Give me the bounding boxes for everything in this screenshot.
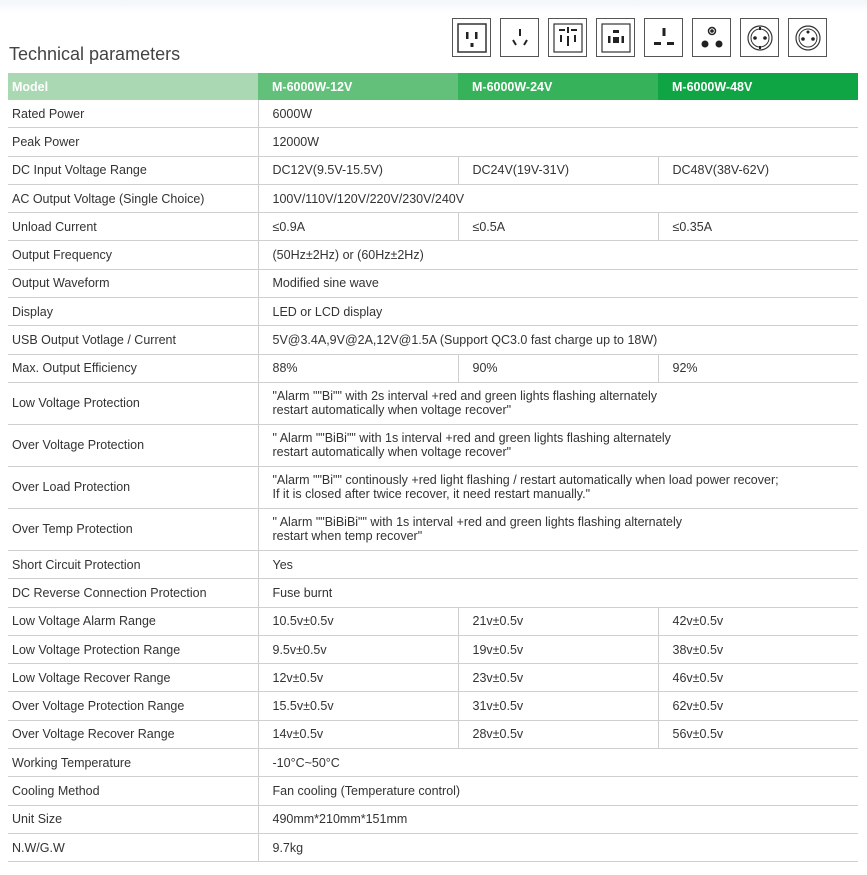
table-row xyxy=(8,777,858,805)
row-value: DC24V(19V-31V) xyxy=(458,156,658,184)
row-value-line: Fuse burnt xyxy=(272,585,333,600)
row-value: 10.5v±0.5v xyxy=(258,607,458,635)
australia-socket-icon xyxy=(500,18,539,57)
schuko-socket-icon xyxy=(740,18,779,57)
row-value-line: "Alarm ""Bi"" with 2s interval +red and green lights flashing alternately xyxy=(272,389,658,404)
row-value: 12v±0.5v xyxy=(258,664,458,692)
table-row xyxy=(8,424,858,466)
row-value: 23v±0.5v xyxy=(458,664,658,692)
uk-socket-icon xyxy=(644,18,683,57)
row-label: Over Voltage Protection Range xyxy=(8,692,258,720)
table-body xyxy=(8,100,858,862)
header-24v: M-6000W-24V xyxy=(458,73,658,100)
us-socket-icon xyxy=(452,18,491,57)
row-value-line: LED or LCD display xyxy=(272,304,383,319)
table-row xyxy=(8,298,858,326)
table-row xyxy=(8,550,858,578)
row-value xyxy=(258,833,858,861)
page-title: Technical parameters xyxy=(9,44,181,64)
row-value: DC48V(38V-62V) xyxy=(658,156,858,184)
row-label: Unit Size xyxy=(8,805,258,833)
row-value-line: 490mm*210mm*151mm xyxy=(272,812,408,827)
row-label: Low Voltage Protection Range xyxy=(8,635,258,663)
header-48v: M-6000W-48V xyxy=(658,73,858,100)
row-value-line: " Alarm ""BiBiBi"" with 1s interval +red and green lights flashing alternately xyxy=(272,515,683,530)
row-value: 38v±0.5v xyxy=(658,635,858,663)
row-label: Rated Power xyxy=(8,100,258,128)
row-value xyxy=(258,100,858,128)
row-value: 88% xyxy=(258,354,458,382)
row-label: Over Voltage Protection xyxy=(8,424,258,466)
row-label: Max. Output Efficiency xyxy=(8,354,258,382)
row-label: USB Output Votlage / Current xyxy=(8,326,258,354)
row-value-line: If it is closed after twice recover, it need restart manually." xyxy=(272,487,591,502)
row-value xyxy=(258,269,858,297)
row-value xyxy=(258,805,858,833)
universal-socket-icon xyxy=(548,18,587,57)
row-value-line: Yes xyxy=(272,557,293,572)
row-value: 62v±0.5v xyxy=(658,692,858,720)
row-value-line: restart automatically when voltage recover" xyxy=(272,445,512,460)
row-value: DC12V(9.5V-15.5V) xyxy=(258,156,458,184)
header-model: Model xyxy=(8,73,258,100)
row-value xyxy=(258,128,858,156)
row-value xyxy=(258,508,858,550)
row-label: Low Voltage Alarm Range xyxy=(8,607,258,635)
row-label: DC Reverse Connection Protection xyxy=(8,579,258,607)
row-label: Output Frequency xyxy=(8,241,258,269)
row-value xyxy=(258,424,858,466)
table-row xyxy=(8,213,858,241)
row-value xyxy=(258,241,858,269)
row-label: AC Output Voltage (Single Choice) xyxy=(8,184,258,212)
row-value xyxy=(258,749,858,777)
table-row xyxy=(8,607,858,635)
row-value: 15.5v±0.5v xyxy=(258,692,458,720)
table-header-row xyxy=(8,73,858,100)
table-row xyxy=(8,508,858,550)
row-value: ≤0.35A xyxy=(658,213,858,241)
row-value-line: 5V@3.4A,9V@2A,12V@1.5A (Support QC3.0 fast charge up to 18W) xyxy=(272,333,658,348)
table-row xyxy=(8,466,858,508)
row-value-line: "Alarm ""Bi"" continously +red light flashing / restart automatically when load power recover; xyxy=(272,473,779,488)
row-value: 56v±0.5v xyxy=(658,720,858,748)
table-row xyxy=(8,184,858,212)
row-value-line: Modified sine wave xyxy=(272,276,379,291)
row-value: ≤0.5A xyxy=(458,213,658,241)
row-label: DC Input Voltage Range xyxy=(8,156,258,184)
row-value-line: restart when temp recover" xyxy=(272,529,423,544)
row-value xyxy=(258,326,858,354)
table-row xyxy=(8,805,858,833)
row-value: 31v±0.5v xyxy=(458,692,658,720)
table-row xyxy=(8,749,858,777)
row-value: 14v±0.5v xyxy=(258,720,458,748)
table-row xyxy=(8,720,858,748)
row-label: Low Voltage Protection xyxy=(8,382,258,424)
row-value-line: restart automatically when voltage recover" xyxy=(272,403,512,418)
row-value: 9.5v±0.5v xyxy=(258,635,458,663)
table-row xyxy=(8,382,858,424)
row-value-line: 12000W xyxy=(272,134,320,149)
row-value: ≤0.9A xyxy=(258,213,458,241)
row-label: Display xyxy=(8,298,258,326)
row-value xyxy=(258,550,858,578)
row-value-line: -10°C~50°C xyxy=(272,755,340,770)
row-label: Cooling Method xyxy=(8,777,258,805)
row-label: Low Voltage Recover Range xyxy=(8,664,258,692)
row-label: Over Temp Protection xyxy=(8,508,258,550)
table-row xyxy=(8,128,858,156)
header-12v: M-6000W-12V xyxy=(258,73,458,100)
table-row xyxy=(8,100,858,128)
table-row xyxy=(8,156,858,184)
row-value-line: Fan cooling (Temperature control) xyxy=(272,783,461,798)
row-value-line: 6000W xyxy=(272,106,313,121)
row-value: 28v±0.5v xyxy=(458,720,658,748)
row-value: 46v±0.5v xyxy=(658,664,858,692)
row-value-line: 100V/110V/120V/220V/230V/240V xyxy=(272,191,465,206)
row-label: Short Circuit Protection xyxy=(8,550,258,578)
top-band xyxy=(0,0,867,14)
row-value xyxy=(258,298,858,326)
row-label: Working Temperature xyxy=(8,749,258,777)
row-value-line: " Alarm ""BiBi"" with 1s interval +red and green lights flashing alternately xyxy=(272,431,671,446)
table-row xyxy=(8,241,858,269)
row-label: Over Load Protection xyxy=(8,466,258,508)
table-row xyxy=(8,692,858,720)
table-row xyxy=(8,664,858,692)
socket-icons xyxy=(452,18,827,57)
india-socket-icon xyxy=(692,18,731,57)
row-value-line: 9.7kg xyxy=(272,840,304,855)
table-row xyxy=(8,635,858,663)
row-value xyxy=(258,184,858,212)
row-value: 90% xyxy=(458,354,658,382)
row-label: Peak Power xyxy=(8,128,258,156)
row-label: Unload Current xyxy=(8,213,258,241)
row-value: 19v±0.5v xyxy=(458,635,658,663)
row-value xyxy=(258,466,858,508)
table-row xyxy=(8,579,858,607)
row-label: Output Waveform xyxy=(8,269,258,297)
table-row xyxy=(8,833,858,861)
row-value xyxy=(258,579,858,607)
row-value xyxy=(258,777,858,805)
row-value: 92% xyxy=(658,354,858,382)
row-value: 42v±0.5v xyxy=(658,607,858,635)
row-label: Over Voltage Recover Range xyxy=(8,720,258,748)
table-row xyxy=(8,326,858,354)
french-socket-icon xyxy=(788,18,827,57)
row-value: 21v±0.5v xyxy=(458,607,658,635)
parameters-table xyxy=(8,73,858,862)
row-value xyxy=(258,382,858,424)
multi-socket-icon xyxy=(596,18,635,57)
table-row xyxy=(8,269,858,297)
row-label: N.W/G.W xyxy=(8,833,258,861)
table-row xyxy=(8,354,858,382)
row-value-line: (50Hz±2Hz) or (60Hz±2Hz) xyxy=(272,248,424,263)
